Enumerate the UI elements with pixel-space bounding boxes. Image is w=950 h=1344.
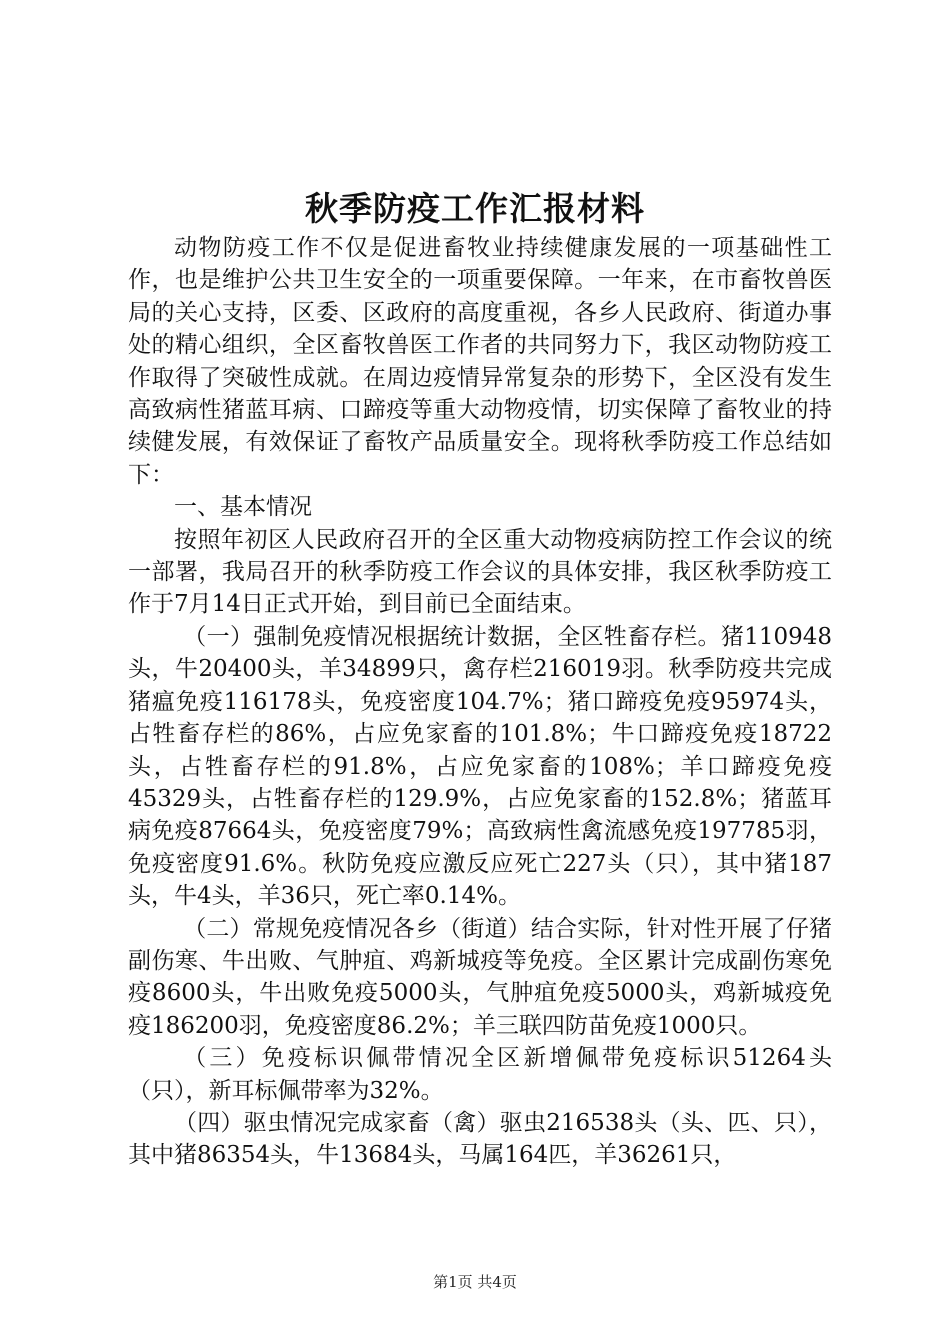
paragraph-deworming: （四）驱虫情况完成家畜（禽）驱虫216538头（头、匹、只），其中猪86354头，牛13684头，马属164匹，羊36261只， [128,1109,832,1169]
paragraph-deployment: 按照年初区人民政府召开的全区重大动物疫病防控工作会议的统一部署，我局召开的秋季防疫工作会议的具体安排，我区秋季防疫工作于7月14日正式开始，到目前已全面结束。 [128,526,832,618]
paragraph-routine-immunization: （二）常规免疫情况各乡（街道）结合实际，针对性开展了仔猪副伤寒、牛出败、气肿疽、鸡新城疫等免疫。全区累计完成副伤寒免疫8600头，牛出败免疫5000头，气肿疽免疫5000头，鸡新城疫免疫186200羽，免疫密度86.2%；羊三联四防苗免疫1000只。 [128,915,832,1039]
paragraph-intro: 动物防疫工作不仅是促进畜牧业持续健康发展的一项基础性工作，也是维护公共卫生安全的一项重要保障。一年来，在市畜牧兽医局的关心支持，区委、区政府的高度重视，各乡人民政府、街道办事处的精心组织，全区畜牧兽医工作者的共同努力下，我区动物防疫工作取得了突破性成就。在周边疫情异常复杂的形势下，全区没有发生高致病性猪蓝耳病、口蹄疫等重大动物疫情，切实保障了畜牧业的持续健发展，有效保证了畜牧产品质量安全。现将秋季防疫工作总结如下： [128,235,832,488]
document-title: 秋季防疫工作汇报材料 [305,189,645,228]
paragraph-compulsory-immunization: （一）强制免疫情况根据统计数据，全区牲畜存栏。猪110948头，牛20400头，羊34899只，禽存栏216019羽。秋季防疫共完成猪瘟免疫116178头，免疫密度104.7%；猪口蹄疫免疫95974头，占牲畜存栏的86%，占应免家畜的101.8%；牛口蹄疫免疫18722头，占牲畜存栏的91.8%，占应免家畜的108%；羊口蹄疫免疫45329头，占牲畜存栏的129.9%，占应免家畜的152.8%；猪蓝耳病免疫87664头，免疫密度79%；高致病性禽流感免疫197785羽，免疫密度91.6%。秋防免疫应激反应死亡227头（只），其中猪187头，牛4头，羊36只，死亡率0.14%。 [128,623,832,910]
page-footer: 第1页 共4页 [433,1273,517,1291]
document-body [128,232,832,1172]
section-heading-basic: 一、基本情况 [174,494,312,521]
paragraph-immunization-tags: （三）免疫标识佩带情况全区新增佩带免疫标识51264头（只），新耳标佩带率为32%。 [128,1045,832,1104]
